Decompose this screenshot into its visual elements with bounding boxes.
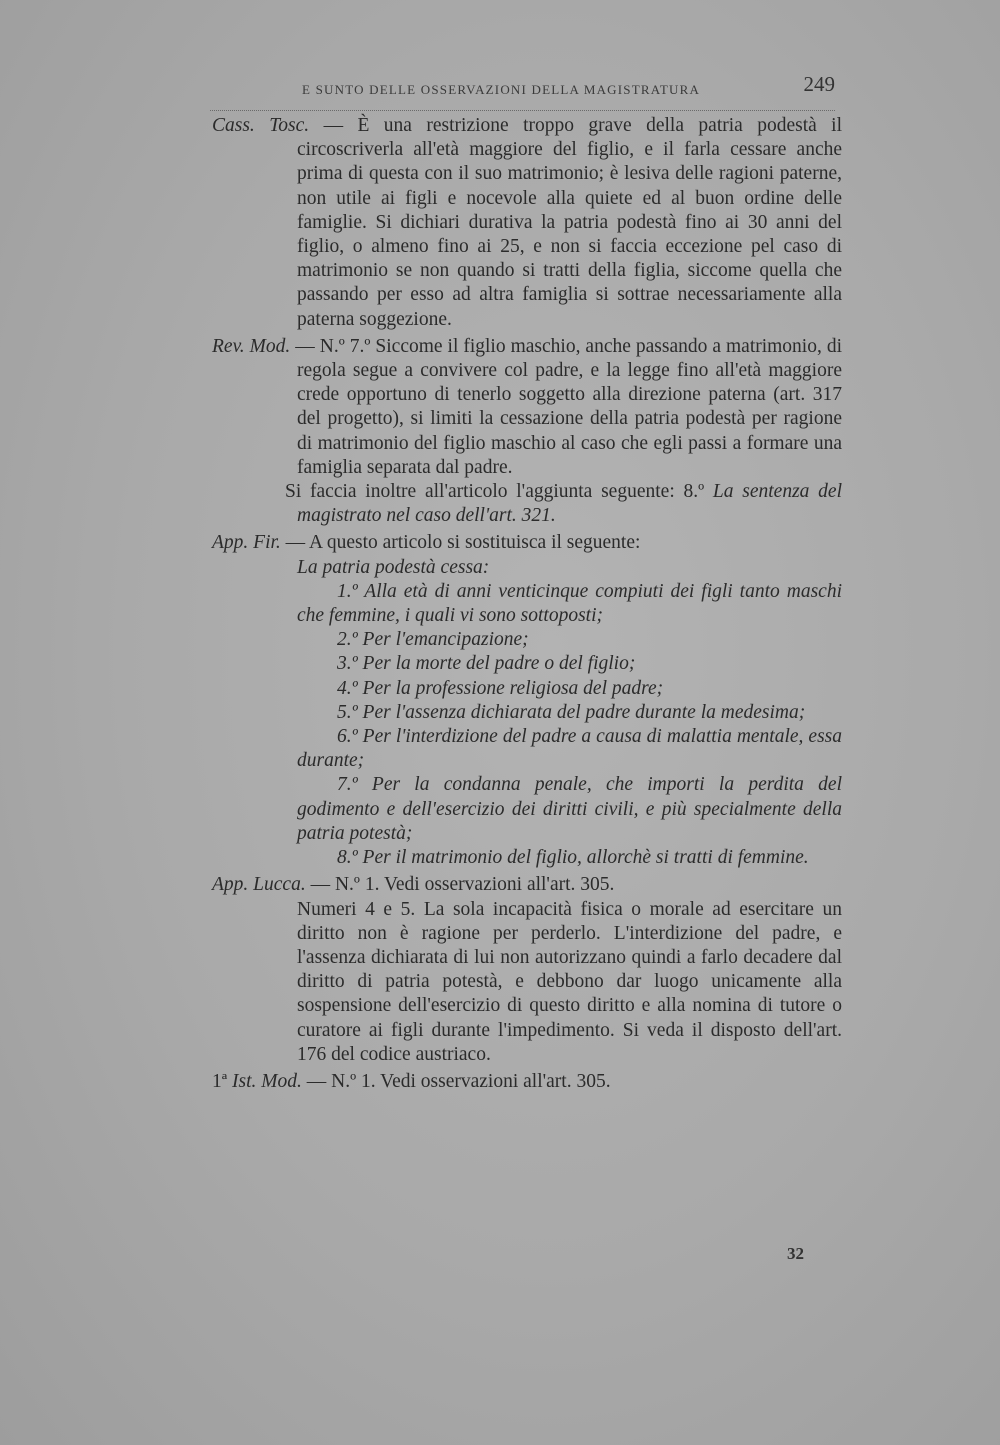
list-item: 4.º Per la professione religiosa del padre;: [337, 677, 664, 699]
list-item: 8.º Per il matrimonio del figlio, allorchè si tratti di femmine.: [337, 847, 809, 869]
paragraph-text: — N.º 1. Vedi osservazioni all'art. 305.: [306, 1070, 611, 1092]
paragraph-app-fir: [212, 531, 842, 555]
running-head: E SUNTO DELLE OSSERVAZIONI DELLA MAGISTRATURA: [302, 82, 701, 97]
instance-prefix: 1ª: [212, 1070, 228, 1092]
paragraph-app-lucca: [212, 873, 842, 897]
paragraph-rev-mod: [212, 335, 842, 480]
page-number: 249: [803, 72, 835, 96]
paragraph-cass-tosc: [212, 114, 842, 332]
list-item: 6.º Per l'interdizione del padre a causa di malattia mentale, essa durante;: [297, 726, 842, 772]
paragraph-addition: [212, 480, 842, 528]
paragraph-numeri: Numeri 4 e 5. La sola incapacità fisica o morale ad esercitare un diritto non è ragione per perderlo. L'interdizione del padre, e l'assenza dichiarata di lui non autorizzano quindi a farlo decadere dal diritto di patria potestà, e debbono dar luogo unicamente alla sospensione dell'esercizio di questo diritto e alla nomina di tutore o curatore ai figli durante l'impedimento. Si veda il disposto dell'art. 176 del codice austriaco.: [297, 898, 842, 1065]
paragraph-text: — A questo articolo si sostituisca il seguente:: [285, 532, 641, 554]
italic-addition: La sentenza del magistrato nel caso dell'art. 321.: [297, 481, 842, 527]
source-label: Rev. Mod.: [212, 335, 291, 357]
paragraph-text: — È una restrizione troppo grave della patria podestà il circoscriverla all'età maggiore del figlio, e il farla cessare anche prima di questa con il suo matrimonio; è lesiva delle ragioni paterne, non utile ai figli e nocevole alla quiete ed al buon ordine delle famiglie. Si dichiari durativa la patria podestà fino ai 30 anni del figlio, o almeno fino ai 25, e non si faccia eccezione pel caso di matrimonio se non quando si tratti della figlia, siccome quella che passando per esso ad altra famiglia si sottrae necessariamente alla paterna soggezione.: [297, 115, 843, 330]
source-label: Cass. Tosc.: [212, 115, 310, 136]
list-item: 3.º Per la morte del padre o del figlio;: [337, 653, 636, 675]
list-item: 5.º Per l'assenza dichiarata del padre durante la medesima;: [337, 701, 806, 723]
list-item: 1.º Alla età di anni venticinque compiuti dei figli tanto maschi che femmine, i quali vi sono sottoposti;: [297, 580, 842, 627]
list-item: 7.º Per la condanna penale, che importi la perdita del godimento e dell'esercizio dei diritti civili, e più specialmente della patria potestà;: [297, 774, 842, 844]
paragraph-text: — N.º 7.º Siccome il figlio maschio, anche passando a matrimonio, di regola segue a convivere col padre, e la legge fino all'età maggiore crede opportuno di tenerlo soggetto alla direzione paterna (art. 317 del progetto), si limiti la cessazione della patria podestà per ragione di matrimonio del figlio maschio al caso che egli passi a formare una famiglia separata dal padre.: [295, 335, 843, 478]
paragraph-text: Si faccia inoltre all'articolo l'aggiunta seguente: 8.º: [285, 481, 705, 503]
list-item: 2.º Per l'emancipazione;: [337, 629, 529, 651]
paragraph-ist-mod: [212, 1070, 842, 1094]
page-body: [212, 114, 842, 1094]
source-label: Ist. Mod.: [232, 1070, 302, 1092]
signature-mark: 32: [787, 1244, 804, 1263]
list-lead: La patria podestà cessa:: [297, 556, 490, 578]
paragraph-text: — N.º 1. Vedi osservazioni all'art. 305.: [310, 874, 615, 896]
source-label: App. Fir.: [212, 532, 281, 554]
page-header: [210, 70, 835, 111]
source-label: App. Lucca.: [212, 874, 306, 896]
